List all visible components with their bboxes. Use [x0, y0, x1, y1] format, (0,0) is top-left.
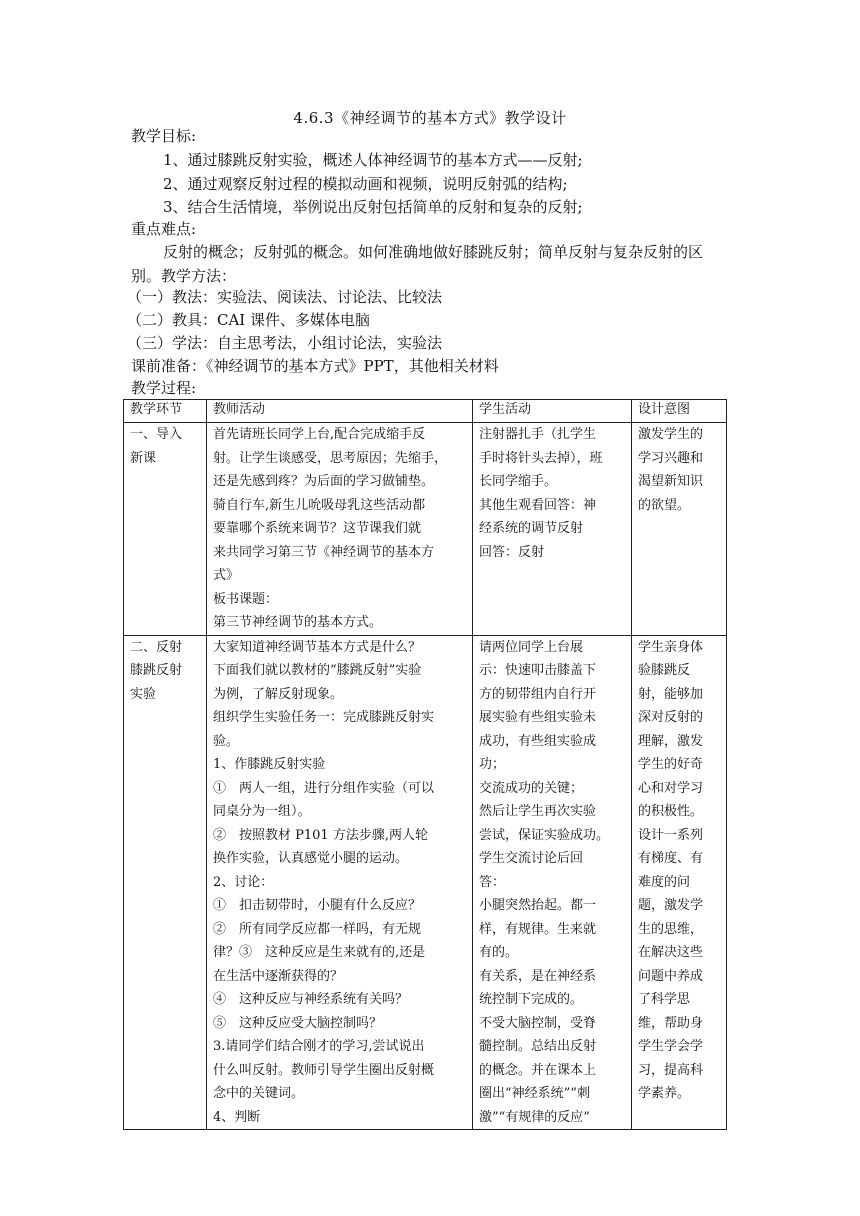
teacher-line: 板书课题：: [213, 591, 279, 607]
intent-line: 激发学生的: [638, 427, 704, 442]
teacher-line: 1、作膝跳反射实验: [213, 757, 326, 772]
student-line: 不受大脑控制，受脊: [479, 1015, 597, 1031]
teacher-line: 来共同学习第三节《神经调节的基本方: [213, 544, 435, 560]
teacher-line: ② 所有同学反应都一样吗，有无规: [213, 921, 422, 937]
teacher-line: 组织学生实验任务一：完成膝跳反射实: [213, 710, 435, 725]
method-item: （一）教法：实验法、阅读法、讨论法、比较法: [127, 288, 443, 306]
intent-line: 学生亲身体: [638, 639, 704, 655]
intent-line: 难度的问: [638, 874, 691, 890]
intent-line: 验膝跳反: [638, 663, 691, 678]
student-line: 然后让学生再次实验: [479, 804, 597, 819]
teacher-line: ④ 这种反应与神经系统有关吗？: [213, 992, 409, 1007]
teacher-line: 大家知道神经调节基本方式是什么？: [213, 639, 422, 655]
header-intent: 设计意图: [632, 400, 727, 423]
teacher-line: 同桌分为一组）。: [213, 804, 311, 819]
teacher-line: 律？③ 这种反应是生来就有的,还是: [213, 945, 426, 960]
key-points-text: 反射的概念；反射弧的概念。如何准确地做好膝跳反射；简单反射与复杂反射的区别。教学方法：: [131, 243, 704, 285]
student-line: 注射器扎手（扎学生: [479, 427, 597, 442]
teacher-cell: [207, 635, 473, 1130]
table-header-row: [124, 400, 727, 423]
intent-line: 问题中养成: [638, 968, 704, 984]
teacher-line: 还是先感到疼？为后面的学习做铺垫。: [213, 474, 435, 489]
student-line: 交流成功的关键；: [479, 780, 584, 796]
intent-line: 在解决这些: [638, 945, 704, 960]
goal-item: 1、通过膝跳反射实验，概述人体神经调节的基本方式——反射;: [163, 151, 583, 169]
intent-line: 心和对学习: [638, 780, 704, 796]
student-line: 功；: [479, 757, 506, 772]
student-line: 其他生观看回答：神: [479, 497, 597, 513]
teacher-line: 什么叫反射。教师引导学生圈出反射概: [213, 1062, 435, 1078]
stage-line: 一、导入: [130, 427, 183, 442]
method-item: （二）教具：CAI 课件、多媒体电脑: [127, 311, 371, 329]
student-line: 有关系，是在神经系: [479, 968, 597, 984]
teacher-line: 2、讨论：: [213, 874, 274, 890]
student-line: 的概念。并在课本上: [479, 1062, 597, 1078]
intent-line: 学习兴趣和: [638, 450, 704, 466]
intent-line: 学素养。: [638, 1086, 691, 1101]
student-line: 统控制下完成的。: [479, 992, 584, 1007]
intent-line: 的积极性。: [638, 804, 704, 819]
intent-cell: [632, 635, 727, 1130]
teacher-line: 为例，了解反射现象。: [213, 686, 344, 702]
student-line: 激”“有规律的反应”: [479, 1109, 590, 1125]
intent-line: 设计一系列: [638, 827, 704, 843]
teacher-line: 第三节神经调节的基本方式。: [213, 615, 383, 630]
teacher-line: 首先请班长同学上台,配合完成缩手反: [213, 427, 426, 442]
teacher-line: 要靠哪个系统来调节？这节课我们就: [213, 521, 422, 536]
teacher-line: 射。让学生谈感受，思考原因；先缩手，: [213, 450, 448, 466]
student-line: 展实验有些组实验未: [479, 710, 597, 725]
intent-line: 深对反射的: [638, 710, 704, 725]
intent-cell: [632, 423, 727, 636]
header-teacher: 教师活动: [207, 400, 473, 423]
intent-line: 的欲望。: [638, 497, 691, 513]
student-line: 长同学缩手。: [479, 474, 558, 489]
student-line: 有的。: [479, 945, 519, 960]
goal-item: 3、结合生活情境，举例说出反射包括简单的反射和复杂的反射;: [163, 198, 583, 216]
stage-line: 实验: [130, 686, 157, 702]
intent-line: 学生学会学: [638, 1039, 704, 1054]
student-line: 髓控制。总结出反射: [479, 1039, 597, 1054]
stage-line: 膝跳反射: [130, 663, 183, 678]
header-stage: 教学环节: [124, 400, 207, 423]
teacher-line: 式》: [213, 568, 240, 583]
intent-line: 理解，激发: [638, 733, 704, 749]
teacher-line: 骑自行车,新生儿吮吸母乳这些活动都: [213, 497, 426, 513]
stage-line: 二、反射: [130, 639, 183, 655]
teacher-line: 下面我们就以教材的“膝跳反射”实验: [213, 663, 422, 678]
student-line: 示：快速叩击膝盖下: [479, 663, 597, 678]
goal-item: 2、通过观察反射过程的模拟动画和视频，说明反射弧的结构;: [163, 175, 568, 193]
student-line: 学生交流讨论后回: [479, 851, 584, 866]
table-row: [124, 423, 727, 636]
teacher-line: 3.请同学们结合刚才的学习,尝试说出: [213, 1039, 425, 1054]
teacher-line: 4、判断: [213, 1109, 261, 1125]
teacher-cell: [207, 423, 473, 636]
intent-line: 了科学思: [638, 992, 691, 1007]
student-line: 经系统的调节反射: [479, 521, 584, 536]
teacher-line: 念中的关键词。: [213, 1086, 305, 1101]
student-cell: [473, 635, 632, 1130]
stage-line: 新课: [130, 450, 157, 466]
teacher-line: ⑤ 这种反应受大脑控制吗？: [213, 1015, 383, 1031]
intent-line: 射，能够加: [638, 686, 704, 702]
teacher-line: 换作实验，认真感觉小腿的运动。: [213, 851, 409, 866]
teacher-line: ① 两人一组，进行分组作实验（可以: [213, 780, 435, 796]
student-line: 小腿突然抬起。都一: [479, 898, 597, 913]
student-line: 圈出“神经系统”“刺: [479, 1086, 590, 1101]
header-student: 学生活动: [473, 400, 632, 423]
intent-line: 维，帮助身: [638, 1015, 704, 1031]
teacher-line: ② 按照教材 P101 方法步骤,两人轮: [213, 827, 428, 843]
intent-line: 渴望新知识: [638, 474, 704, 489]
process-heading: 教学过程:: [131, 379, 197, 397]
table-row: [124, 635, 727, 1130]
stage-cell: [124, 635, 207, 1130]
student-cell: [473, 423, 632, 636]
student-line: 回答：反射: [479, 544, 545, 560]
document-title: 4.6.3《神经调节的基本方式》教学设计: [293, 109, 567, 127]
stage-cell: [124, 423, 207, 636]
teacher-line: 在生活中逐渐获得的？: [213, 968, 344, 984]
method-item: （三）学法：自主思考法，小组讨论法，实验法: [127, 334, 443, 352]
intent-line: 学生的好奇: [638, 757, 704, 772]
intent-line: 生的思维，: [638, 921, 704, 937]
student-line: 成功，有些组实验成: [479, 733, 597, 749]
student-line: 手时将针头去掉），班: [479, 450, 603, 466]
intent-line: 有梯度、有: [638, 851, 704, 866]
teacher-line: 验。: [213, 733, 240, 749]
student-line: 尝试，保证实验成功。: [479, 827, 610, 843]
teaching-process-table: [123, 399, 727, 1130]
preparation-line: 课前准备：《神经调节的基本方式》PPT，其他相关材料: [131, 357, 499, 375]
key-heading: 重点难点:: [131, 220, 197, 238]
intent-line: 题，激发学: [638, 898, 704, 913]
intent-line: 习，提高科: [638, 1062, 704, 1078]
student-line: 样，有规律。生来就: [479, 921, 597, 937]
student-line: 答：: [479, 874, 506, 890]
goals-heading: 教学目标:: [131, 127, 197, 145]
teacher-line: ① 扣击韧带时，小腿有什么反应？: [213, 898, 422, 913]
student-line: 请两位同学上台展: [479, 639, 584, 655]
student-line: 方的韧带组内自行开: [479, 686, 597, 702]
